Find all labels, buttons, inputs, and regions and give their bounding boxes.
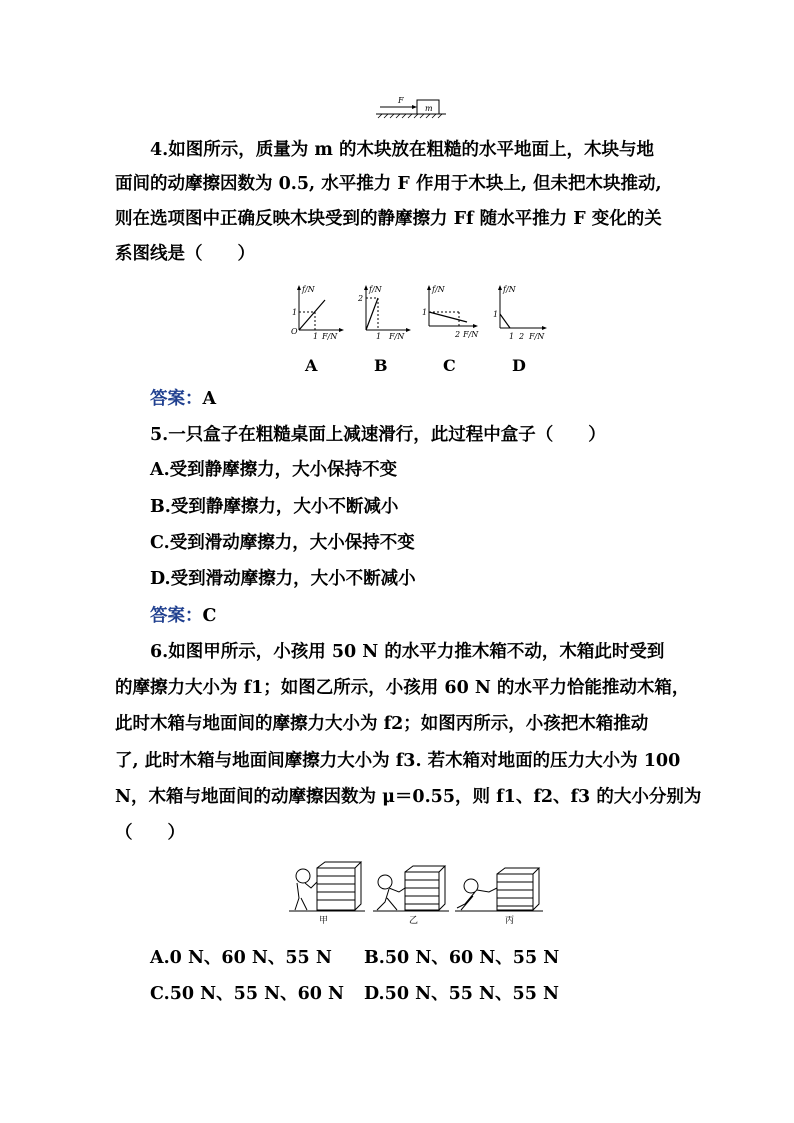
q4-line-2: 面间的动摩擦因数为 0.5, 水平推力 F 作用于木块上, 但未把木块推动, — [115, 174, 662, 194]
graph-b — [352, 282, 412, 342]
q6-line-1: 6.如图甲所示，小孩用 50 N 的水平力推木箱不动，木箱此时受到 — [150, 642, 665, 662]
q5-option-d: D.受到滑动摩擦力，大小不断减小 — [150, 569, 416, 589]
q4-answer — [150, 387, 730, 411]
q6-line-5: N，木箱与地面间的动摩擦因数为 μ＝0.55，则 f1、f2、f3 的大小分别为 — [115, 787, 702, 807]
graph-a-xtick: 1 — [313, 332, 319, 341]
graph-a-origin: O — [291, 327, 298, 336]
graph-a-ylabel: f/N — [302, 285, 315, 294]
children-pushing-boxes-figure — [285, 858, 547, 916]
graph-c-ytick: 1 — [422, 308, 428, 317]
graph-c-letter: C — [443, 356, 456, 375]
q6-option-b: B.50 N、60 N、55 N — [364, 948, 560, 968]
graph-c-xlabel: F/N — [463, 330, 479, 339]
graph-a-xlabel: F/N — [322, 332, 338, 341]
q4-answer-value: A — [202, 389, 217, 409]
graph-c-ylabel: f/N — [432, 285, 445, 294]
graph-b-ylabel: f/N — [369, 285, 382, 294]
q6-line-4: 了, 此时木箱与地面间摩擦力大小为 f3. 若木箱对地面的压力大小为 100 — [115, 751, 681, 771]
q6-option-d: D.50 N、55 N、55 N — [364, 984, 559, 1004]
graph-a — [285, 282, 345, 342]
q5-option-b: B.受到静摩擦力，大小不断减小 — [150, 497, 399, 517]
q5-option-a: A.受到静摩擦力，大小保持不变 — [150, 460, 398, 480]
caption-bing: 丙 — [505, 916, 515, 926]
block-on-ground-figure — [370, 92, 450, 122]
q5-answer-value: C — [202, 606, 217, 626]
q5-answer — [150, 604, 730, 628]
graph-b-xtick: 1 — [376, 332, 382, 341]
q4-line-1: 4.如图所示，质量为 m 的木块放在粗糙的水平地面上，木块与地 — [150, 140, 654, 160]
graph-c-xtick: 2 — [455, 330, 461, 339]
caption-yi: 乙 — [409, 916, 419, 926]
graph-d — [488, 282, 550, 342]
q5-answer-label: 答案： — [150, 606, 203, 626]
graph-b-ytick: 2 — [358, 294, 364, 303]
q4-line-4: 系图线是（ ） — [115, 244, 255, 264]
q6-line-3: 此时木箱与地面间的摩擦力大小为 f2；如图丙所示，小孩把木箱推动 — [115, 714, 649, 734]
mass-label: m — [425, 104, 433, 113]
q6-option-c: C.50 N、55 N、60 N — [150, 984, 345, 1004]
q5-stem: 5.一只盒子在粗糙桌面上减速滑行，此过程中盒子（ ） — [150, 425, 606, 445]
q6-option-a: A.0 N、60 N、55 N — [150, 948, 332, 968]
graph-b-xlabel: F/N — [389, 332, 405, 341]
q5-option-c: C.受到滑动摩擦力，大小保持不变 — [150, 533, 415, 553]
q4-answer-label: 答案： — [150, 389, 203, 409]
q6-line-6: （ ） — [115, 823, 185, 843]
force-label: F — [398, 96, 404, 105]
graph-d-letter: D — [512, 356, 526, 375]
q4-line-3: 则在选项图中正确反映木块受到的静摩擦力 Ff 随水平推力 F 变化的关 — [115, 209, 662, 229]
graph-c — [419, 282, 481, 342]
graph-a-letter: A — [305, 356, 318, 375]
graph-b-letter: B — [374, 356, 388, 375]
graph-a-ytick: 1 — [292, 308, 298, 317]
graph-d-xlabel: F/N — [529, 332, 545, 341]
q6-line-2: 的摩擦力大小为 f1；如图乙所示，小孩用 60 N 的水平力恰能推动木箱， — [115, 678, 690, 698]
graph-d-ytick: 1 — [493, 310, 499, 319]
graph-d-ylabel: f/N — [503, 285, 516, 294]
caption-jia: 甲 — [319, 916, 329, 926]
graph-d-xtick-1: 1 — [509, 332, 515, 341]
graph-d-xtick-2: 2 — [519, 332, 525, 341]
